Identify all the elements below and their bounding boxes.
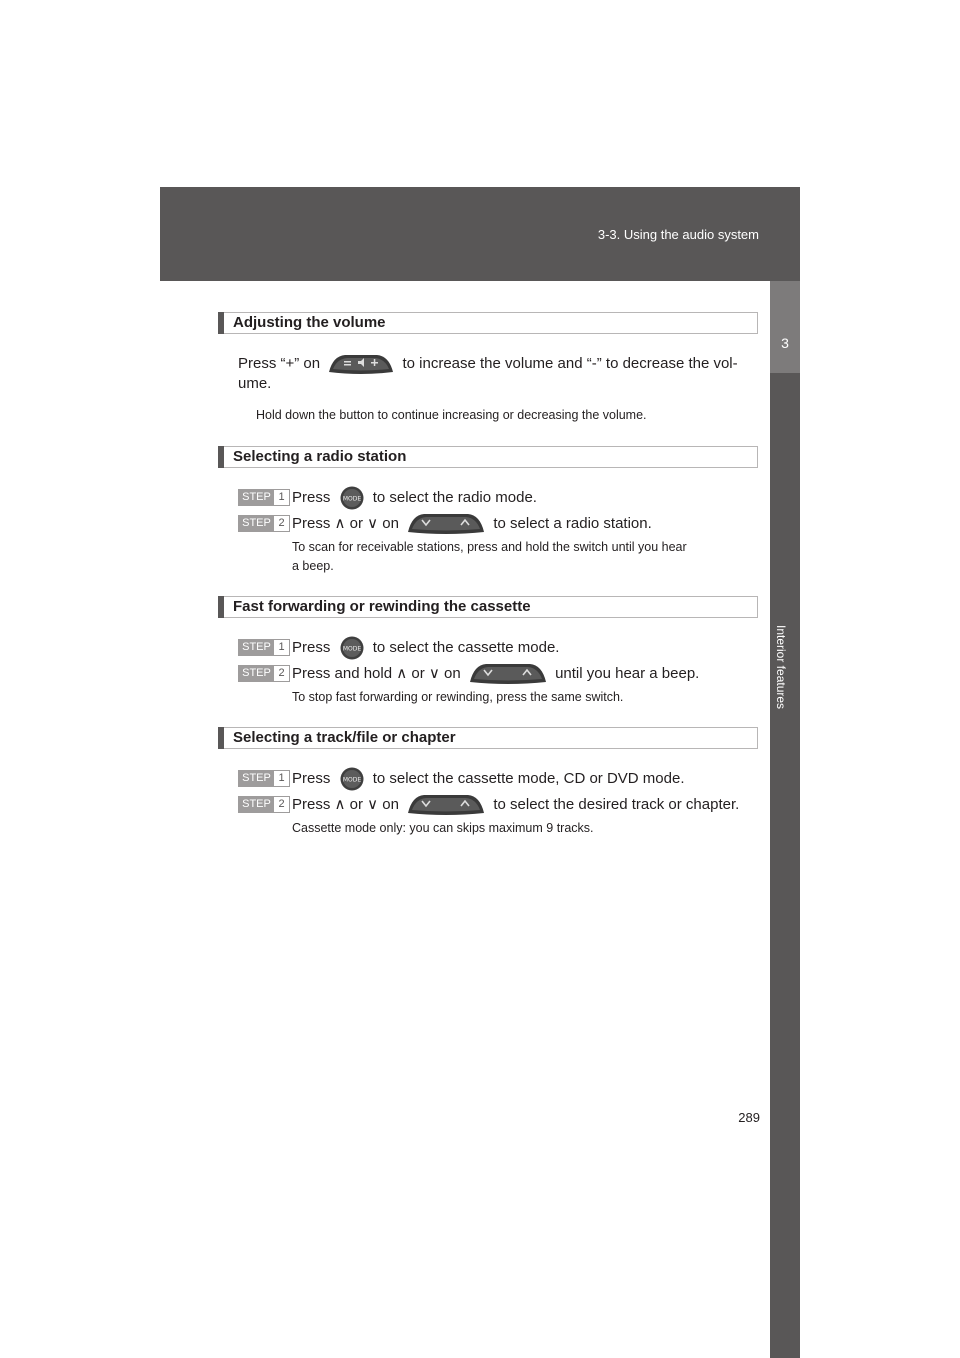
step-line: Press and hold ∧ or ∨ on until you hear a beep. [292, 662, 699, 686]
seek-switch-icon [406, 512, 486, 536]
mode-button-icon [338, 636, 366, 660]
section-heading-track [218, 727, 758, 749]
page-number: 289 [738, 1110, 760, 1125]
step-line: Press ∧ or ∨ on to select the desired track or chapter. [292, 793, 739, 817]
seek-switch-icon [468, 662, 548, 686]
note-text: Hold down the button to continue increasing or decreasing the volume. [256, 408, 647, 422]
instruction-line-cont: ume. [238, 375, 272, 392]
step-line: Press MODE to select the radio mode. [292, 486, 537, 510]
svg-text:MODE: MODE [342, 776, 361, 784]
step-badge: STEP 1 [238, 770, 290, 787]
chapter-label: Interior features [774, 625, 788, 710]
svg-text:MODE: MODE [342, 495, 361, 503]
svg-text:MODE: MODE [342, 645, 361, 653]
step-line: Press ∧ or ∨ on to select a radio station. [292, 512, 652, 536]
step-badge: STEP 2 [238, 515, 290, 532]
step-badge: STEP 2 [238, 796, 290, 813]
volume-switch-icon [327, 352, 395, 376]
chapter-side-tab [770, 281, 800, 1358]
section-heading-cassette [218, 596, 758, 618]
note-text: To scan for receivable stations, press and hold the switch until you hear [292, 540, 687, 554]
step-badge: STEP 2 [238, 665, 290, 682]
note-text: Cassette mode only: you can skips maximum 9 tracks. [292, 821, 594, 835]
chapter-side-tab-highlight [770, 281, 800, 373]
section-heading-text: Selecting a radio station [233, 448, 407, 465]
section-heading-text: Adjusting the volume [233, 314, 386, 331]
section-title: 3-3. Using the audio system [597, 227, 759, 242]
seek-switch-icon [406, 793, 486, 817]
note-text: To stop fast forwarding or rewinding, press the same switch. [292, 690, 624, 704]
section-heading-text: Fast forwarding or rewinding the cassette [233, 598, 531, 615]
instruction-line: Press “+” on to increase the volume and “-” to decrease the vol- [238, 352, 738, 376]
chapter-number: 3 [781, 335, 789, 351]
section-heading-volume [218, 312, 758, 334]
note-text: a beep. [292, 559, 334, 573]
step-line: Press MODE to select the cassette mode, CD or DVD mode. [292, 767, 685, 791]
step-badge: STEP 1 [238, 489, 290, 506]
step-line: Press MODE to select the cassette mode. [292, 636, 559, 660]
step-badge: STEP 1 [238, 639, 290, 656]
header-band [160, 187, 800, 281]
mode-button-icon [338, 486, 366, 510]
section-heading-text: Selecting a track/file or chapter [233, 729, 456, 746]
mode-button-icon [338, 767, 366, 791]
section-heading-radio [218, 446, 758, 468]
